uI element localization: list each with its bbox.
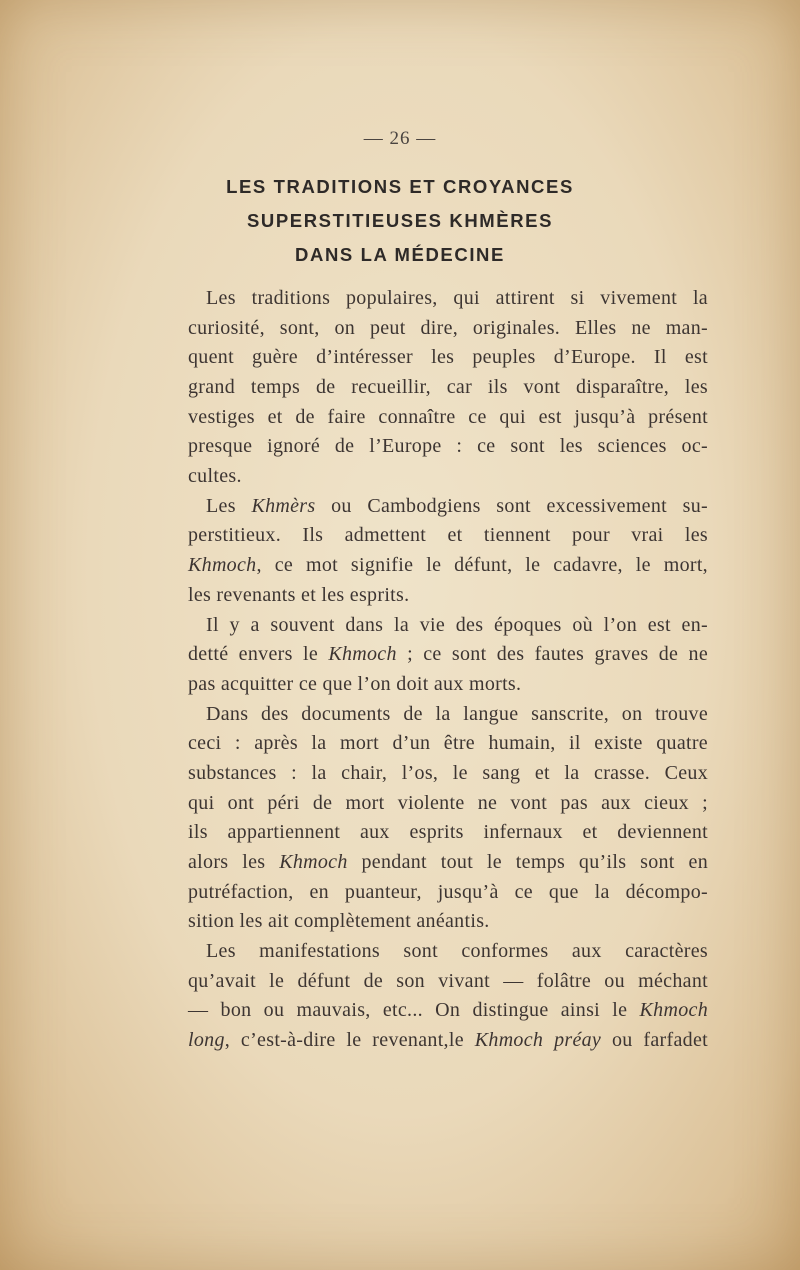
text-line: [188, 850, 708, 874]
text-line: pas acquitter ce que l’on doit aux morts.: [188, 673, 522, 695]
text-line: sition les ait complètement anéantis.: [188, 910, 490, 932]
text-line: putréfaction, en puanteur, jusqu’à ce que la décompo-: [188, 881, 708, 903]
italic-term: Khmoch: [188, 554, 257, 576]
text-line: Les traditions populaires, qui attirent si vivement la: [206, 287, 708, 309]
text-line: grand temps de recueillir, car ils vont disparaître, les: [188, 376, 708, 398]
italic-term: long: [188, 1029, 225, 1051]
text-line: cultes.: [188, 465, 242, 487]
text-line: vestiges et de faire connaître ce qui est jusqu’à présent: [188, 406, 708, 428]
text-line: Dans des documents de la langue sanscrite, on trouve: [206, 703, 708, 725]
text-line: Il y a souvent dans la vie des époques où l’on est en-: [206, 614, 708, 636]
text-segment: ou farfadet: [601, 1029, 708, 1051]
text-segment: Les: [206, 495, 252, 517]
text-segment: — bon ou mauvais, etc... On distingue ainsi le: [188, 999, 640, 1021]
text-line: Les manifestations sont conformes aux caractères: [206, 940, 708, 962]
chapter-title-line-3: DANS LA MÉDECINE: [295, 244, 505, 265]
text-segment: , ce mot signifie le défunt, le cadavre, le mort,: [256, 554, 708, 576]
text-line: [206, 494, 708, 518]
text-segment: ou Cambodgiens sont excessivement su-: [315, 495, 709, 517]
text-line: perstitieux. Ils admettent et tiennent pour vrai les: [188, 524, 708, 546]
text-segment: , c’est-à-dire le revenant,le: [224, 1029, 475, 1051]
text-line: ils appartiennent aux esprits infernaux et deviennent: [188, 821, 708, 843]
text-line: substances : la chair, l’os, le sang et la crasse. Ceux: [188, 762, 708, 784]
text-line: qui ont péri de mort violente ne vont pas aux cieux ;: [188, 792, 708, 814]
chapter-title-line-1: LES TRADITIONS ET CROYANCES: [226, 176, 574, 197]
text-line: [188, 1028, 708, 1052]
text-segment: ; ce sont des fautes graves de ne: [396, 643, 708, 665]
italic-term: Khmèrs: [251, 495, 316, 517]
text-segment: alors les: [188, 851, 280, 873]
page-number: — 26 —: [363, 128, 437, 149]
italic-term: Khmoch: [328, 643, 397, 665]
text-line: [188, 553, 708, 577]
text-line: [188, 998, 708, 1022]
text-line: presque ignoré de l’Europe : ce sont les sciences oc-: [188, 435, 708, 457]
text-line: quent guère d’intéresser les peuples d’Europe. Il est: [188, 346, 708, 368]
italic-term: Khmoch: [279, 851, 348, 873]
chapter-title-line-2: SUPERSTITIEUSES KHMÈRES: [246, 210, 554, 231]
text-line: les revenants et les esprits.: [188, 584, 410, 606]
italic-term: Khmoch: [639, 999, 708, 1021]
text-segment: detté envers le: [188, 643, 329, 665]
text-line: qu’avait le défunt de son vivant — folâtre ou méchant: [188, 970, 708, 992]
text-segment: pendant tout le temps qu’ils sont en: [347, 851, 708, 873]
text-line: curiosité, sont, on peut dire, originales. Elles ne man-: [188, 317, 708, 339]
text-line: [188, 642, 708, 666]
italic-term: Khmoch préay: [474, 1029, 602, 1051]
text-line: ceci : après la mort d’un être humain, il existe quatre: [188, 732, 708, 754]
